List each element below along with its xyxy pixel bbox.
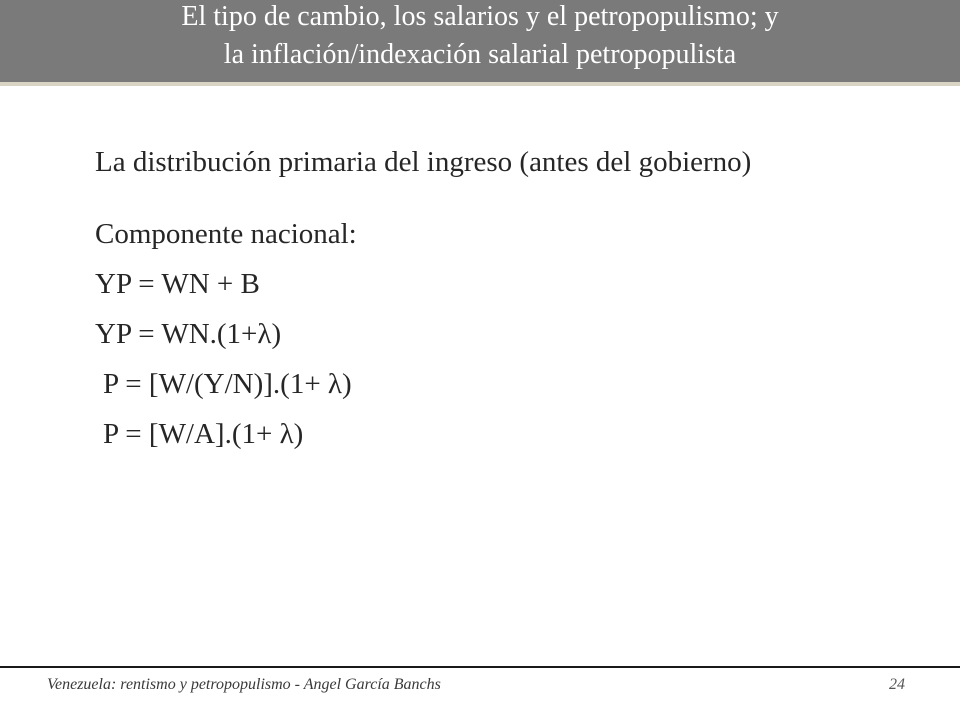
title-divider — [0, 82, 960, 86]
equation-1: YP = WN + B — [95, 268, 260, 300]
slide-title-bar — [0, 0, 960, 82]
slide-title-line-2: la inflación/indexación salarial petropopulista — [223, 39, 737, 70]
equation-3: P = [W/(Y/N)].(1+ λ) — [103, 368, 352, 400]
footer-caption: Venezuela: rentismo y petropopulismo - Angel García Banchs — [47, 676, 441, 693]
page-number: 24 — [889, 676, 905, 693]
equation-4: P = [W/A].(1+ λ) — [103, 418, 304, 450]
footer-divider — [0, 666, 960, 668]
slide-title-line-1: El tipo de cambio, los salarios y el petropopulismo; y — [181, 1, 779, 32]
equation-2: YP = WN.(1+λ) — [95, 318, 282, 350]
body-intro: La distribución primaria del ingreso (antes del gobierno) — [95, 146, 752, 178]
body-subheading: Componente nacional: — [95, 218, 357, 250]
